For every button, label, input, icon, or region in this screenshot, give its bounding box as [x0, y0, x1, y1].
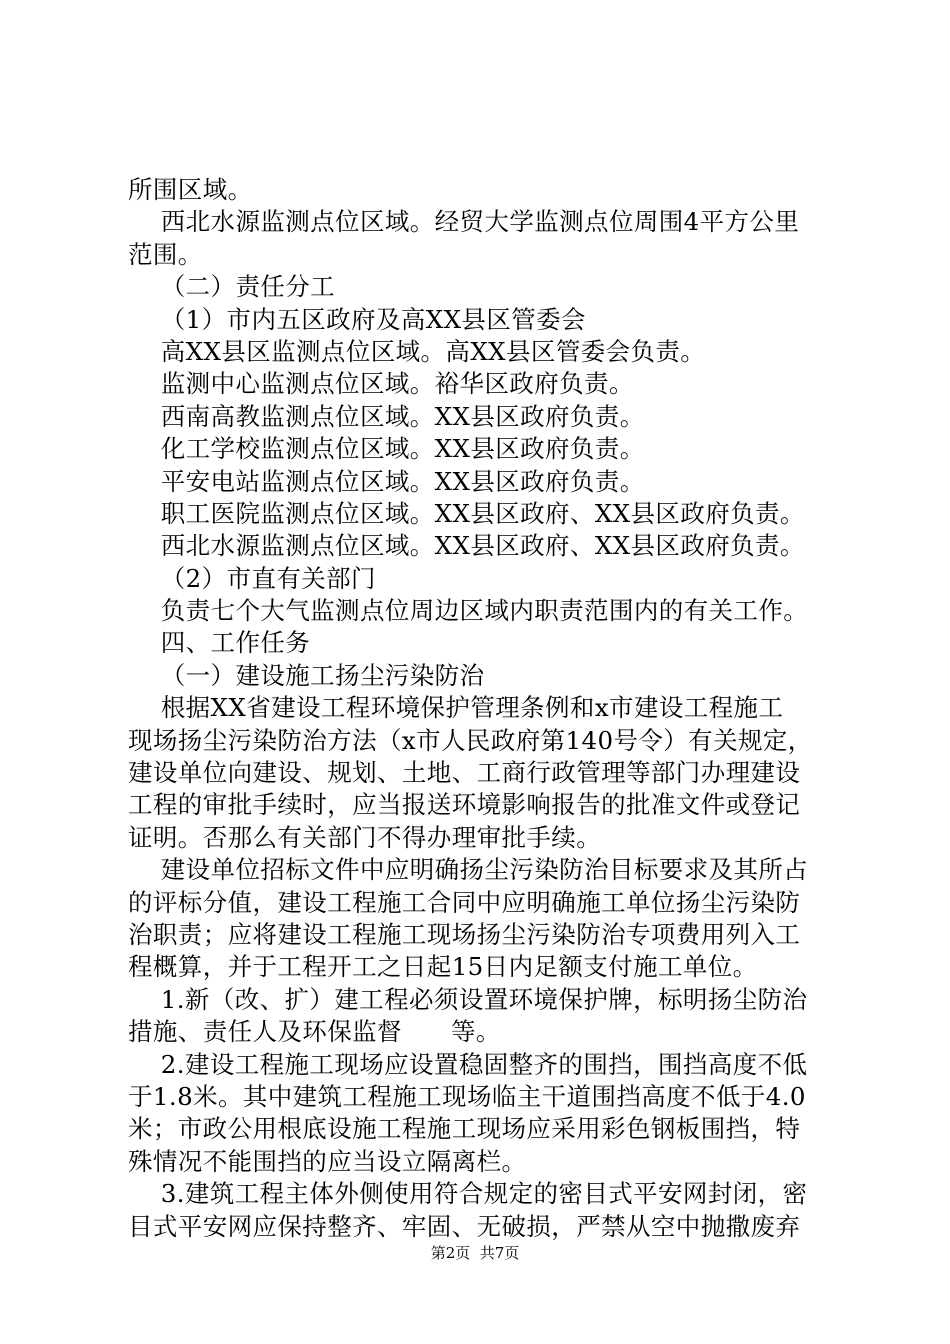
- text-line: 高XX县区监测点位区域。高XX县区管委会负责。: [128, 336, 706, 366]
- text-line: 米；市政公用根底设施工程施工现场应采用彩色钢板围挡，特: [128, 1114, 801, 1144]
- text-line: （二）责任分工: [128, 272, 336, 302]
- text-line: 西北水源监测点位区域。经贸大学监测点位周围4平方公里: [128, 207, 800, 237]
- page-footer: 第2页 共7页: [430, 1244, 520, 1262]
- text-line: 平安电站监测点位区域。XX县区政府负责。: [128, 466, 645, 496]
- text-line: 2.建设工程施工现场应设置稳固整齐的围挡，围挡高度不低: [128, 1049, 808, 1079]
- text-line: 3.建筑工程主体外侧使用符合规定的密目式平安网封闭，密: [128, 1179, 808, 1209]
- text-line: 1.新（改、扩）建工程必须设置环境保护牌，标明扬尘防治: [128, 984, 808, 1014]
- text-line: 工程的审批手续时，应当报送环境影响报告的批准文件或登记: [128, 790, 801, 820]
- text-line: 建设单位招标文件中应明确扬尘污染防治目标要求及其所占: [128, 855, 809, 885]
- text-line: 监测中心监测点位区域。裕华区政府负责。: [128, 369, 634, 399]
- text-line: 证明。否那么有关部门不得办理审批手续。: [128, 822, 602, 852]
- text-line: 化工学校监测点位区域。XX县区政府负责。: [128, 434, 645, 464]
- text-line: 程概算，并于工程开工之日起15日内足额支付施工单位。: [128, 952, 758, 982]
- document-body: [128, 174, 834, 1243]
- text-line: 的评标分值，建设工程施工合同中应明确施工单位扬尘污染防: [128, 887, 801, 917]
- text-line: （1）市内五区政府及高XX县区管委会: [128, 304, 586, 334]
- text-line: 负责七个大气监测点位周边区域内职责范围内的有关工作。: [128, 596, 809, 626]
- text-line: 范围。: [128, 239, 203, 269]
- text-line: 现场扬尘污染防治方法（x市人民政府第140号令）有关规定，: [128, 725, 813, 755]
- text-line: 措施、责任人及环保监督 等。: [128, 1017, 501, 1047]
- text-line: （一）建设施工扬尘污染防治: [128, 660, 485, 690]
- text-line: 殊情况不能围挡的应当设立隔离栏。: [128, 1146, 527, 1176]
- text-line: 四、工作任务: [128, 628, 311, 658]
- text-line: 根据XX省建设工程环境保护管理条例和x市建设工程施工: [128, 693, 784, 723]
- text-line: 治职责；应将建设工程施工现场扬尘污染防治专项费用列入工: [128, 919, 801, 949]
- text-line: 所围区域。: [128, 175, 253, 204]
- text-line: 西南高教监测点位区域。XX县区政府负责。: [128, 401, 645, 431]
- text-line: 职工医院监测点位区域。XX县区政府、XX县区政府负责。: [128, 498, 805, 528]
- text-line: 建设单位向建设、规划、土地、工商行政管理等部门办理建设: [128, 758, 801, 788]
- text-line: （2）市直有关部门: [128, 563, 376, 593]
- text-line: 目式平安网应保持整齐、牢固、无破损，严禁从空中抛撒废弃: [128, 1211, 801, 1241]
- text-line: 于1.8米。其中建筑工程施工现场临主干道围挡高度不低于4.0: [128, 1081, 806, 1111]
- text-line: 西北水源监测点位区域。XX县区政府、XX县区政府负责。: [128, 531, 805, 561]
